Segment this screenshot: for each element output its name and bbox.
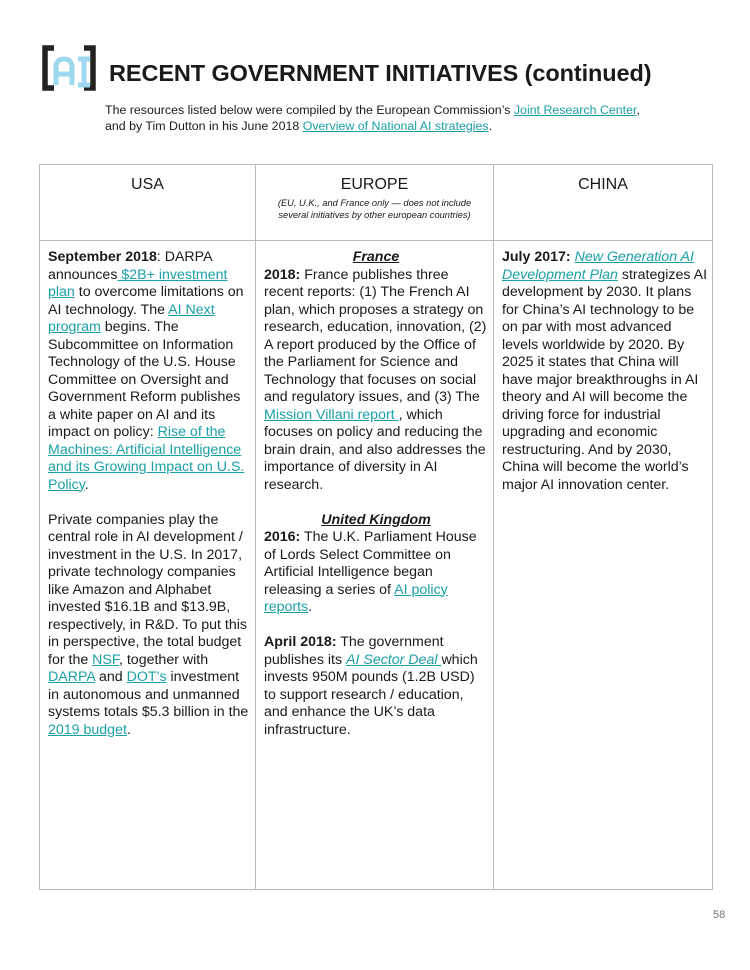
nsf-link[interactable]: NSF: [92, 651, 119, 668]
uk-paragraph-1: 2016: The U.K. Parliament House of Lords Select Committee on Artificial Intelligence began releasing a series of AI policy reports.: [264, 529, 477, 615]
new-generation-ai-plan-link[interactable]: New Generation AI Development Plan: [502, 249, 694, 283]
france-paragraph: 2018: France publishes three recent reports: (1) The French AI plan, which proposes a strategy on research, education, innovation, (2) A report produced by the Office of the Parliament for Science and Technology that focuses on social and regulatory issues, and (3) The Mission Villani report , which focuses on policy and reducing the brain drain, and also addresses the importance of diversity in AI research.: [264, 266, 487, 493]
uk-heading: United Kingdom: [321, 511, 431, 528]
europe-note: (EU, U.K., and France only — does not include several initiatives by other european countries): [277, 198, 472, 220]
france-heading: France: [352, 249, 400, 265]
usa-cell: [48, 249, 252, 739]
china-cell: [502, 249, 708, 494]
intro-text: The resources listed below were compiled by the European Commission’s Joint Research Center, and by Tim Dutton in his June 2018 Overview of National AI strategies.: [105, 103, 640, 133]
darpa-link[interactable]: DARPA: [48, 669, 96, 685]
dot-link[interactable]: DOT’s: [126, 669, 167, 685]
header-usa: USA: [131, 176, 164, 193]
usa-paragraph-2: Private companies play the central role in AI development / investment in the U.S. In 2017, private technology companies like Amazon and Alphabet invested $16.1B and $13.9B, respectively, in R&D. To put this in perspective, the total budget for the NSF, together with DARPA and DOT’s investment in autonomous and unmanned systems totals $5.3 billion in the 2019 budget.: [48, 511, 249, 738]
rise-of-the-machines-link[interactable]: Rise of the Machines: Artificial Intelligence and its Growing Impact on U.S. Policy: [48, 424, 245, 493]
ai-sector-deal-link[interactable]: AI Sector Deal: [346, 651, 442, 668]
header-europe: EUROPE (EU, U.K., and France only — does not include several initiatives by other european countries): [256, 176, 493, 221]
page-title: RECENT GOVERNMENT INITIATIVES (continued): [109, 60, 652, 86]
uk-paragraph-2: April 2018: The government publishes its AI Sector Deal which invests 950M pounds (1.2B USD) to support research / education, and enhance the UK’s data infrastructure.: [264, 634, 478, 738]
ai-next-link[interactable]: AI Next program: [48, 301, 215, 335]
mission-villani-link[interactable]: Mission Villani report: [264, 406, 399, 423]
ai-policy-reports-link[interactable]: AI policy reports: [264, 581, 448, 615]
page-number: 58: [713, 909, 726, 921]
ai-logo-icon: [42, 44, 96, 92]
national-ai-strategies-link[interactable]: Overview of National AI strategies: [302, 118, 489, 133]
initiatives-table: [39, 164, 713, 890]
darpa-investment-link[interactable]: $2B+ investment plan: [48, 266, 228, 300]
usa-paragraph-1: September 2018: DARPA announces $2B+ investment plan to overcome limitations on AI technology. The AI Next program begins. The Subcommittee on Information Technology of the U.S. House Committee on Oversight and Government Reform publishes a white paper on AI and its impact on policy: Rise of the Machines: Artificial Intelligence and its Growing Impact on U.S. Policy.: [48, 249, 245, 493]
column-divider: [255, 165, 256, 889]
china-paragraph: July 2017: New Generation AI Development Plan strategizes AI development by 2030. It plans for China’s AI technology to be on par with most advanced levels worldwide by 2020. By 2025 it states that China will have major breakthroughs in AI theory and AI will become the driving force for industrial upgrading and economic restructuring. And by 2030, China will become the world’s major AI innovation center.: [502, 249, 708, 493]
header-china: CHINA: [578, 176, 628, 193]
joint-research-center-link[interactable]: Joint Research Center: [513, 103, 637, 117]
budget-2019-link[interactable]: 2019 budget: [48, 721, 127, 738]
europe-cell: [264, 249, 488, 739]
column-divider: [493, 165, 494, 889]
